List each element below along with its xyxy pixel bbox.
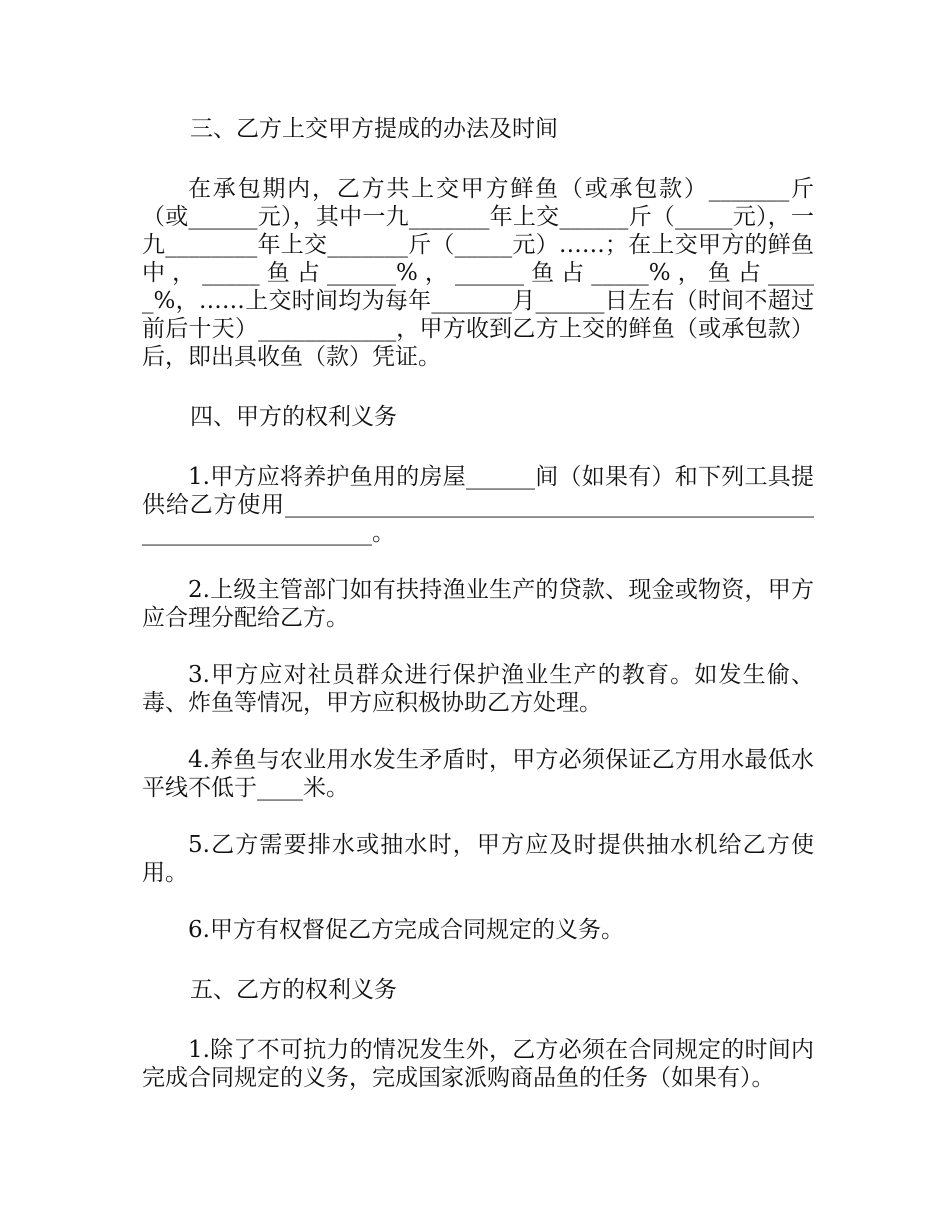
section-4-item-2: 2.上级主管部门如有扶持渔业生产的贷款、现金或物资，甲方应合理分配给乙方。	[142, 577, 814, 631]
section-5-item-1: 1.除了不可抗力的情况发生外，乙方必须在合同规定的时间内完成合同规定的义务，完成国家派购商品鱼的任务（如果有）。	[142, 1037, 814, 1091]
section-heading-5: 五、乙方的权利义务	[190, 977, 397, 1003]
section-4-item-5: 5.乙方需要排水或抽水时，甲方应及时提供抽水机给乙方使用。	[142, 832, 814, 886]
section-4-item-6: 6.甲方有权督促乙方完成合同规定的义务。	[188, 917, 624, 943]
section-4-item-3: 3.甲方应对社员群众进行保护渔业生产的教育。如发生偷、毒、炸鱼等情况，甲方应积极协助乙方处理。	[142, 662, 814, 716]
section-4-item-1: 1.甲方应将养护鱼用的房屋______间（如果有）和下列工具提供给乙方使用__________________________________________________________________。	[142, 464, 814, 546]
section-heading-3: 三、乙方上交甲方提成的办法及时间	[190, 116, 558, 142]
section-heading-4: 四、甲方的权利义务	[190, 404, 397, 430]
document-body	[142, 112, 814, 1121]
section-3-paragraph: 在承包期内，乙方共上交甲方鲜鱼（或承包款）_______斤（或______元），其中一九_______年上交______斤（_____元），一九________年上交_______斤（_____元）……；在上交甲方的鲜鱼中，_____鱼占______%，______鱼占_____%，鱼占_____%，……上交时间均为每年_______月______日左右（时间不超过前后十天）____________，甲方收到乙方上交的鲜鱼（或承包款）后，即出具收鱼（款）凭证。	[142, 176, 814, 370]
section-4-item-4: 4.养鱼与农业用水发生矛盾时，甲方必须保证乙方用水最低水平线不低于____米。	[142, 747, 814, 801]
